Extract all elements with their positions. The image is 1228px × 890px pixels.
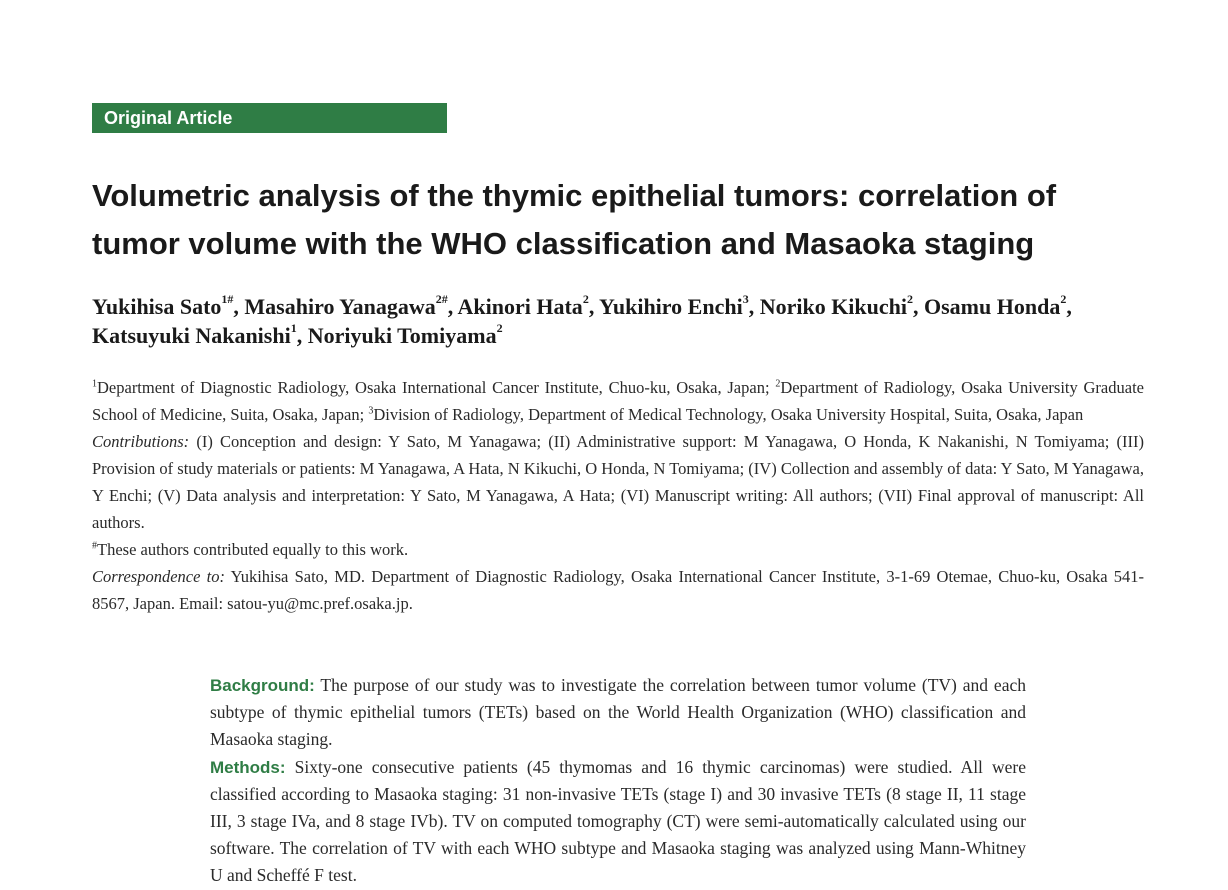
author-name: Osamu Honda [924,294,1061,319]
author-separator: , [447,294,458,319]
affiliation-text: Department of Radiology, Osaka University Graduate School of Medicine, Suita, Osaka, Japan; [92,378,1144,424]
correspondence-label: Correspondence to: [92,567,226,586]
contributions [92,428,1144,536]
author-name: Katsuyuki Nakanishi [92,323,291,348]
equal-contribution-text: These authors contributed equally to this work. [97,540,409,559]
author-separator: , [296,323,308,348]
correspondence-text: Yukihisa Sato, MD. Department of Diagnostic Radiology, Osaka International Cancer Institute, 3-1-69 Otemae, Chuo-ku, Osaka 541-8567, Japan. Email: satou-yu@mc.pref.osaka.jp. [92,567,1145,613]
author-list [92,292,1152,350]
author [924,291,1072,319]
author-affiliation-mark: 2 [582,291,589,306]
author [307,320,503,348]
author [599,291,760,319]
equal-contribution-mark: # [92,540,97,552]
author-separator: , [913,294,924,319]
contributions-text: (I) Conception and design: Y Sato, M Yanagawa; (II) Administrative support: M Yanagawa, O Honda, K Nakanishi, N Tomiyama; (III) Provision of study materials or patients: M Yanagawa, A Hata, N Kikuchi, O Honda, N Tomiyama; (IV) Collection and assembly of data: Y Sato, M Yanagawa, Y Enchi; (V) Data analysis and interpretation: Y Sato, M Yanagawa, A Hata; (VI) Manuscript writing: All authors; (VII) Final approval of manuscript: All authors. [92,432,1144,532]
author-affiliation-mark: 2 [1060,291,1067,306]
affiliation-number: 2 [775,378,781,390]
abstract-background [210,672,1026,754]
author-separator: , [233,294,245,319]
author [457,291,599,319]
author-separator: , [748,294,760,319]
author-affiliation-mark: 2 [496,320,503,335]
author-name: Yukihisa Sato [92,294,222,319]
contributions-label: Contributions: [92,432,190,451]
front-matter [92,374,1144,617]
abstract-background-heading: Background: [210,676,315,695]
affiliation-text: Division of Radiology, Department of Medical Technology, Osaka University Hospital, Suita, Osaka, Japan [373,405,1084,424]
author-name: Yukihiro Enchi [599,294,743,319]
affiliation-number: 1 [92,378,97,390]
author [92,320,308,348]
abstract-methods-text: Sixty-one consecutive patients (45 thymomas and 16 thymic carcinomas) were studied. All were classified according to Masaoka staging: 31 non-invasive TETs (stage I) and 30 invasive TETs (8 stage II, 11 stage III, 3 stage IVa, and 8 stage IVb). TV on computed tomography (CT) were semi-automatically calculated using our software. The correlation of TV with each WHO subtype and Masaoka staging was analyzed using Mann-Whitney U and Scheffé F test. [210,756,1026,886]
equal-contribution-note [92,536,1144,563]
author [92,291,245,319]
abstract-background-text: The purpose of our study was to investigate the correlation between tumor volume (TV) and each subtype of thymic epithelial tumors (TETs) based on the World Health Organization (WHO) classification and Masaoka staging. [210,675,1026,750]
author-affiliation-mark: 1 [290,320,297,335]
abstract-methods-heading: Methods: [210,757,286,777]
article-title: Volumetric analysis of the thymic epithelial tumors: correlation of tumor volume with the WHO classification and Masaoka staging [92,178,1057,261]
affiliation-text: Department of Diagnostic Radiology, Osaka International Cancer Institute, Chuo-ku, Osaka, Japan; [97,378,776,397]
author-affiliation-mark: 2 [907,291,913,306]
author-separator: , [588,294,599,319]
author-name: Akinori Hata [457,294,583,319]
abstract-methods [210,754,1026,890]
author-name: Masahiro Yanagawa [244,294,436,319]
author [244,291,458,319]
author [759,291,924,319]
author-name: Noriko Kikuchi [759,294,907,319]
abstract [210,672,1026,890]
affiliations [92,374,1144,428]
author-affiliation-mark: 2# [435,291,448,306]
article-type-banner: Original Article [92,103,447,133]
author-affiliation-mark: 3 [742,291,749,306]
author-affiliation-mark: 1# [221,291,234,306]
author-separator: , [1066,294,1072,319]
author-name: Noriyuki Tomiyama [307,323,497,348]
correspondence [92,563,1144,617]
affiliation-number: 3 [368,405,374,417]
